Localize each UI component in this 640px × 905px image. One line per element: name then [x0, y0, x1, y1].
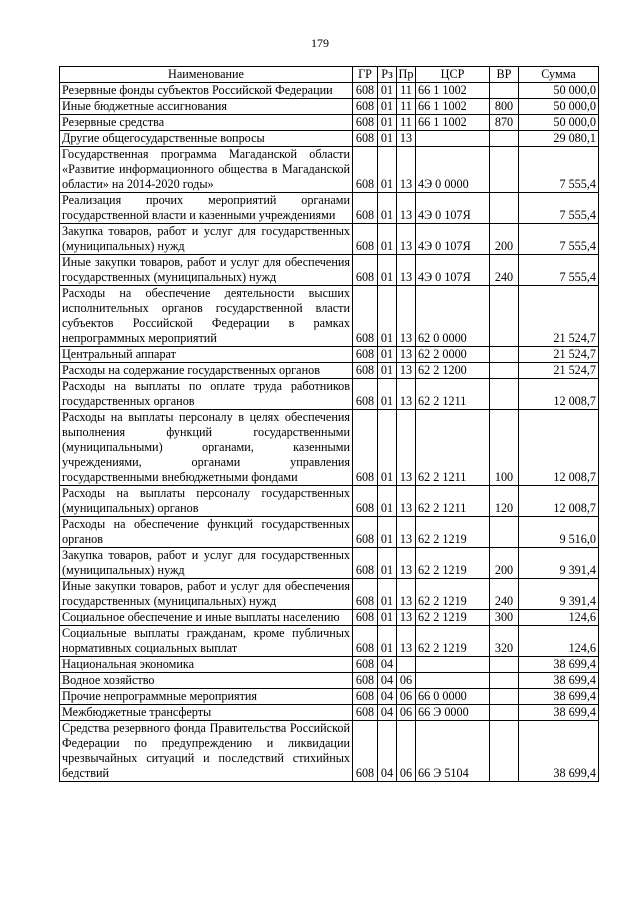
cell-sum: 12 008,7 [519, 379, 599, 410]
cell-sum: 21 524,7 [519, 286, 599, 347]
cell-vr [490, 705, 519, 721]
table-row [60, 99, 599, 115]
cell-rz: 01 [378, 99, 397, 115]
cell-sum: 38 699,4 [519, 721, 599, 782]
cell-pr: 13 [397, 255, 416, 286]
row-name-text: Расходы на выплаты персоналу в целях обеспечения выполнения функций государственными (муниципальными) органами, казенными учреждениями, органами управления государственными внебюджетными фондами [62, 410, 350, 484]
table-row [60, 147, 599, 193]
cell-gr: 608 [353, 224, 378, 255]
cell-name [60, 673, 353, 689]
cell-sum: 38 699,4 [519, 673, 599, 689]
cell-rz: 01 [378, 193, 397, 224]
header-sum: Сумма [519, 67, 599, 83]
cell-csr: 66 1 1002 [416, 83, 490, 99]
cell-pr: 13 [397, 517, 416, 548]
cell-pr: 06 [397, 673, 416, 689]
cell-pr: 13 [397, 363, 416, 379]
cell-gr: 608 [353, 689, 378, 705]
cell-name [60, 83, 353, 99]
cell-rz: 01 [378, 610, 397, 626]
cell-name [60, 379, 353, 410]
cell-sum: 38 699,4 [519, 689, 599, 705]
cell-csr: 4Э 0 0000 [416, 147, 490, 193]
table-row [60, 579, 599, 610]
cell-pr: 13 [397, 610, 416, 626]
cell-vr: 870 [490, 115, 519, 131]
row-name-text: Расходы на выплаты персоналу государственных (муниципальных) органов [62, 486, 350, 515]
cell-vr: 320 [490, 626, 519, 657]
cell-gr: 608 [353, 626, 378, 657]
cell-sum: 12 008,7 [519, 486, 599, 517]
cell-name [60, 486, 353, 517]
cell-vr [490, 363, 519, 379]
cell-sum: 9 516,0 [519, 517, 599, 548]
cell-vr: 800 [490, 99, 519, 115]
cell-name [60, 193, 353, 224]
table-row [60, 673, 599, 689]
cell-rz: 04 [378, 673, 397, 689]
row-name-text: Иные закупки товаров, работ и услуг для обеспечения государственных (муниципальных) нужд [62, 579, 350, 608]
row-name-text: Закупка товаров, работ и услуг для государственных (муниципальных) нужд [62, 548, 350, 577]
cell-name [60, 517, 353, 548]
cell-gr: 608 [353, 705, 378, 721]
cell-rz: 01 [378, 548, 397, 579]
table-row [60, 626, 599, 657]
cell-sum: 12 008,7 [519, 410, 599, 486]
cell-name [60, 115, 353, 131]
cell-rz: 01 [378, 131, 397, 147]
cell-vr [490, 347, 519, 363]
cell-name [60, 626, 353, 657]
cell-csr: 66 1 1002 [416, 115, 490, 131]
header-gr: ГР [353, 67, 378, 83]
table-row [60, 657, 599, 673]
cell-name [60, 99, 353, 115]
cell-csr [416, 673, 490, 689]
cell-pr: 13 [397, 147, 416, 193]
table-row [60, 224, 599, 255]
table-row [60, 347, 599, 363]
cell-name [60, 705, 353, 721]
cell-sum: 7 555,4 [519, 147, 599, 193]
cell-gr: 608 [353, 517, 378, 548]
cell-vr: 200 [490, 224, 519, 255]
cell-csr: 62 2 1219 [416, 579, 490, 610]
row-name-text: Государственная программа Магаданской области «Развитие информационного общества в Магаданской области» на 2014-2020 годы» [62, 147, 350, 191]
cell-vr [490, 657, 519, 673]
cell-gr: 608 [353, 579, 378, 610]
table-row [60, 705, 599, 721]
table-row [60, 115, 599, 131]
page-number: 179 [311, 36, 329, 50]
cell-csr: 62 2 1219 [416, 517, 490, 548]
cell-pr: 13 [397, 410, 416, 486]
row-name-text: Социальные выплаты гражданам, кроме публичных нормативных социальных выплат [62, 626, 350, 655]
cell-pr: 11 [397, 115, 416, 131]
row-name-text: Водное хозяйство [62, 673, 155, 687]
cell-name [60, 255, 353, 286]
cell-gr: 608 [353, 347, 378, 363]
cell-csr: 66 0 0000 [416, 689, 490, 705]
cell-csr: 62 2 0000 [416, 347, 490, 363]
row-name-text: Средства резервного фонда Правительства Российской Федерации по предупреждению и ликвидации чрезвычайных ситуаций и последствий стихийных бедствий [62, 721, 350, 780]
cell-sum: 9 391,4 [519, 548, 599, 579]
cell-rz: 01 [378, 255, 397, 286]
cell-csr: 62 2 1219 [416, 626, 490, 657]
cell-pr: 13 [397, 626, 416, 657]
cell-gr: 608 [353, 193, 378, 224]
cell-sum: 124,6 [519, 626, 599, 657]
header-pr: Пр [397, 67, 416, 83]
cell-gr: 608 [353, 657, 378, 673]
cell-sum: 7 555,4 [519, 224, 599, 255]
table-row [60, 363, 599, 379]
cell-gr: 608 [353, 147, 378, 193]
row-name-text: Другие общегосударственные вопросы [62, 131, 265, 145]
cell-gr: 608 [353, 721, 378, 782]
cell-rz: 04 [378, 721, 397, 782]
cell-rz: 01 [378, 224, 397, 255]
row-name-text: Межбюджетные трансферты [62, 705, 212, 719]
cell-name [60, 610, 353, 626]
cell-rz: 01 [378, 579, 397, 610]
header-csr: ЦСР [416, 67, 490, 83]
cell-csr: 66 Э 5104 [416, 721, 490, 782]
header-rz: Рз [378, 67, 397, 83]
cell-vr: 120 [490, 486, 519, 517]
cell-gr: 608 [353, 99, 378, 115]
cell-csr: 4Э 0 107Я [416, 193, 490, 224]
cell-pr: 13 [397, 347, 416, 363]
cell-sum: 7 555,4 [519, 193, 599, 224]
table-row [60, 548, 599, 579]
row-name-text: Расходы на содержание государственных органов [62, 363, 320, 377]
cell-gr: 608 [353, 83, 378, 99]
cell-vr: 200 [490, 548, 519, 579]
row-name-text: Прочие непрограммные мероприятия [62, 689, 258, 703]
cell-sum: 124,6 [519, 610, 599, 626]
cell-vr [490, 147, 519, 193]
cell-rz: 01 [378, 410, 397, 486]
cell-rz: 01 [378, 347, 397, 363]
cell-vr [490, 83, 519, 99]
table-row [60, 193, 599, 224]
cell-name [60, 224, 353, 255]
cell-vr [490, 379, 519, 410]
row-name-text: Национальная экономика [62, 657, 195, 671]
cell-pr: 11 [397, 99, 416, 115]
cell-sum: 21 524,7 [519, 347, 599, 363]
cell-pr: 13 [397, 579, 416, 610]
cell-name [60, 579, 353, 610]
cell-gr: 608 [353, 115, 378, 131]
cell-pr: 06 [397, 689, 416, 705]
cell-gr: 608 [353, 379, 378, 410]
cell-pr: 06 [397, 705, 416, 721]
cell-csr: 62 2 1211 [416, 486, 490, 517]
cell-sum: 21 524,7 [519, 363, 599, 379]
cell-csr: 62 0 0000 [416, 286, 490, 347]
cell-vr: 300 [490, 610, 519, 626]
row-name-text: Расходы на обеспечение функций государственных органов [62, 517, 350, 546]
row-name-text: Реализация прочих мероприятий органами государственной власти и казенными учреждениями [62, 193, 350, 222]
cell-pr: 13 [397, 548, 416, 579]
cell-csr: 62 2 1200 [416, 363, 490, 379]
budget-table [59, 66, 599, 782]
cell-vr [490, 689, 519, 705]
cell-sum: 38 699,4 [519, 705, 599, 721]
header-name: Наименование [60, 67, 353, 83]
cell-sum: 29 080,1 [519, 131, 599, 147]
cell-rz: 01 [378, 626, 397, 657]
row-name-text: Резервные средства [62, 115, 165, 129]
table-row [60, 83, 599, 99]
cell-pr: 13 [397, 193, 416, 224]
cell-rz: 01 [378, 363, 397, 379]
cell-pr: 06 [397, 721, 416, 782]
cell-gr: 608 [353, 363, 378, 379]
cell-vr [490, 286, 519, 347]
cell-name [60, 147, 353, 193]
cell-name [60, 721, 353, 782]
cell-csr: 62 2 1219 [416, 548, 490, 579]
cell-sum: 50 000,0 [519, 115, 599, 131]
cell-vr: 240 [490, 579, 519, 610]
cell-csr [416, 131, 490, 147]
cell-csr: 62 2 1211 [416, 410, 490, 486]
cell-rz: 01 [378, 286, 397, 347]
cell-pr: 13 [397, 286, 416, 347]
cell-name [60, 689, 353, 705]
cell-pr: 13 [397, 131, 416, 147]
cell-rz: 04 [378, 705, 397, 721]
cell-csr: 4Э 0 107Я [416, 255, 490, 286]
cell-csr: 66 1 1002 [416, 99, 490, 115]
cell-csr: 62 2 1211 [416, 379, 490, 410]
cell-vr: 240 [490, 255, 519, 286]
cell-gr: 608 [353, 548, 378, 579]
cell-rz: 04 [378, 689, 397, 705]
row-name-text: Иные закупки товаров, работ и услуг для обеспечения государственных (муниципальных) нужд [62, 255, 350, 284]
cell-csr: 4Э 0 107Я [416, 224, 490, 255]
table-row [60, 131, 599, 147]
cell-pr: 13 [397, 224, 416, 255]
table-row [60, 610, 599, 626]
cell-csr: 66 Э 0000 [416, 705, 490, 721]
table-header-row [60, 67, 599, 83]
cell-sum: 50 000,0 [519, 99, 599, 115]
cell-vr [490, 673, 519, 689]
cell-gr: 608 [353, 486, 378, 517]
cell-gr: 608 [353, 255, 378, 286]
cell-gr: 608 [353, 131, 378, 147]
table-row [60, 721, 599, 782]
table-row [60, 517, 599, 548]
cell-rz: 01 [378, 379, 397, 410]
cell-pr: 13 [397, 379, 416, 410]
cell-rz: 01 [378, 115, 397, 131]
table-row [60, 486, 599, 517]
cell-rz: 01 [378, 83, 397, 99]
row-name-text: Социальное обеспечение и иные выплаты населению [62, 610, 340, 624]
row-name-text: Закупка товаров, работ и услуг для государственных (муниципальных) нужд [62, 224, 350, 253]
header-vr: ВР [490, 67, 519, 83]
row-name-text: Центральный аппарат [62, 347, 176, 361]
cell-rz: 01 [378, 486, 397, 517]
cell-gr: 608 [353, 610, 378, 626]
row-name-text: Расходы на выплаты по оплате труда работников государственных органов [62, 379, 350, 408]
table-row [60, 255, 599, 286]
cell-name [60, 131, 353, 147]
cell-rz: 01 [378, 517, 397, 548]
cell-name [60, 363, 353, 379]
table-row [60, 410, 599, 486]
table-body [60, 83, 599, 782]
cell-vr [490, 517, 519, 548]
cell-sum: 50 000,0 [519, 83, 599, 99]
cell-rz: 04 [378, 657, 397, 673]
cell-name [60, 657, 353, 673]
cell-vr [490, 193, 519, 224]
cell-gr: 608 [353, 286, 378, 347]
cell-sum: 38 699,4 [519, 657, 599, 673]
table-row [60, 286, 599, 347]
cell-vr [490, 131, 519, 147]
cell-rz: 01 [378, 147, 397, 193]
cell-gr: 608 [353, 410, 378, 486]
cell-name [60, 548, 353, 579]
row-name-text: Резервные фонды субъектов Российской Федерации [62, 83, 333, 97]
row-name-text: Иные бюджетные ассигнования [62, 99, 228, 113]
cell-name [60, 347, 353, 363]
cell-name [60, 286, 353, 347]
cell-vr: 100 [490, 410, 519, 486]
cell-csr [416, 657, 490, 673]
cell-pr: 13 [397, 486, 416, 517]
table-row [60, 379, 599, 410]
cell-csr: 62 2 1219 [416, 610, 490, 626]
table-row [60, 689, 599, 705]
cell-gr: 608 [353, 673, 378, 689]
row-name-text: Расходы на обеспечение деятельности высших исполнительных органов государственной власти субъектов Российской Федерации в рамках непрограммных мероприятий [62, 286, 350, 345]
cell-sum: 7 555,4 [519, 255, 599, 286]
cell-pr: 11 [397, 83, 416, 99]
cell-name [60, 410, 353, 486]
cell-sum: 9 391,4 [519, 579, 599, 610]
cell-vr [490, 721, 519, 782]
cell-pr [397, 657, 416, 673]
